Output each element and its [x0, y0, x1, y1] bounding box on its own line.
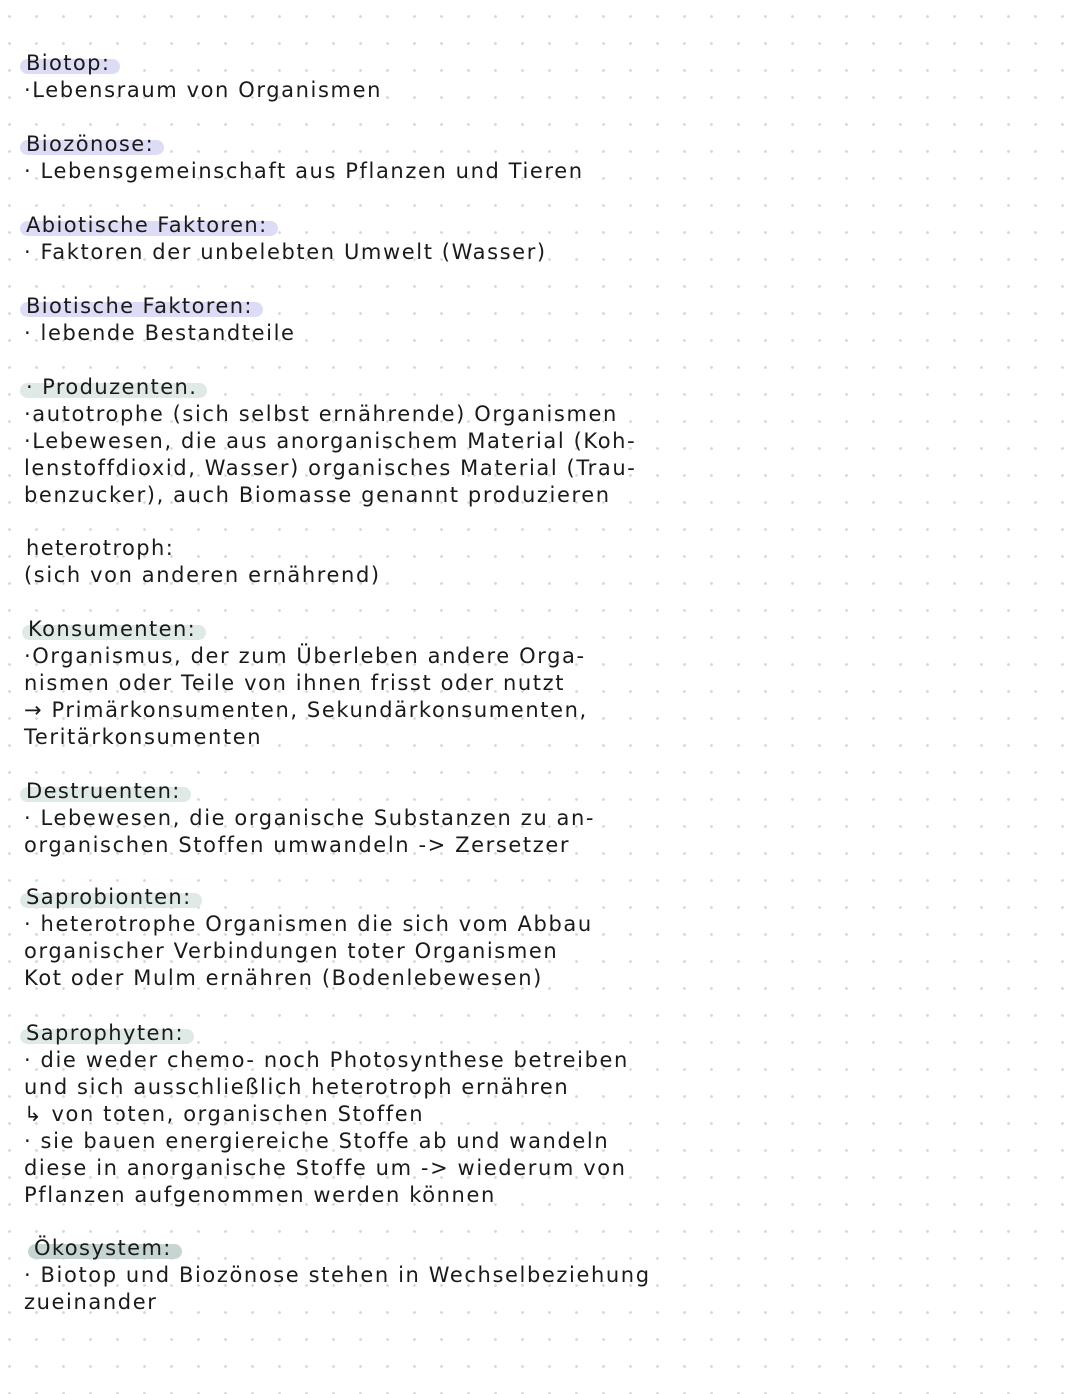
note-line: benzucker), auch Biomasse genannt produzieren: [24, 483, 611, 507]
note-line: Teritärkonsumenten: [24, 725, 263, 749]
section-heading: [32, 1235, 182, 1261]
section-heading-text: Saprophyten:: [26, 1021, 184, 1045]
note-line: · Lebewesen, die organische Substanzen zu an-: [24, 806, 596, 830]
section-heading-text: · Produzenten.: [26, 375, 198, 399]
section-heading-text: Saprobionten:: [26, 885, 192, 909]
note-line: organischer Verbindungen toter Organismen: [24, 939, 559, 963]
section-heading-text: Biozönose:: [26, 132, 155, 156]
note-line: · lebende Bestandteile: [24, 321, 296, 345]
note-line: ·Lebensraum von Organismen: [24, 78, 382, 102]
note-line: diese in anorganische Stoffe um -> wiederum von: [24, 1156, 627, 1180]
section-heading-text: Abiotische Faktoren:: [26, 213, 268, 237]
section-heading: [24, 293, 263, 319]
note-line: ·Organismus, der zum Überleben andere Orga-: [24, 644, 586, 668]
note-line: Pflanzen aufgenommen werden können: [24, 1183, 496, 1207]
note-line: · Lebensgemeinschaft aus Pflanzen und Tieren: [24, 159, 584, 183]
note-line: · Faktoren der unbelebten Umwelt (Wasser): [24, 240, 547, 264]
section-heading: [24, 1020, 194, 1046]
note-line: ·Lebewesen, die aus anorganischem Material (Koh-: [24, 429, 637, 453]
section-heading-text: heterotroph:: [26, 536, 175, 560]
note-line: (sich von anderen ernährend): [24, 563, 381, 587]
note-line: und sich ausschließlich heterotroph ernähren: [24, 1075, 570, 1099]
section-heading-text: Ökosystem:: [34, 1236, 172, 1260]
note-line: · sie bauen energiereiche Stoffe ab und wandeln: [24, 1129, 610, 1153]
note-line: · heterotrophe Organismen die sich vom Abbau: [24, 912, 593, 936]
section-heading: [24, 212, 278, 238]
note-line: · die weder chemo- noch Photosynthese betreiben: [24, 1048, 629, 1072]
note-line: Kot oder Mulm ernähren (Bodenlebewesen): [24, 966, 543, 990]
note-line: nismen oder Teile von ihnen frisst oder nutzt: [24, 671, 566, 695]
note-line: organischen Stoffen umwandeln -> Zersetzer: [24, 833, 571, 857]
section-heading-text: Konsumenten:: [28, 617, 197, 641]
section-heading: [24, 131, 164, 157]
section-heading: [24, 50, 120, 76]
section-heading-text: Destruenten:: [26, 779, 181, 803]
section-heading: [24, 374, 207, 400]
section-heading: [24, 535, 184, 561]
note-line: lenstoffdioxid, Wasser) organisches Material (Trau-: [24, 456, 637, 480]
note-line: ·autotrophe (sich selbst ernährende) Organismen: [24, 402, 618, 426]
note-line: zueinander: [24, 1290, 158, 1314]
note-line: ↳ von toten, organischen Stoffen: [24, 1102, 425, 1126]
section-heading-text: Biotop:: [26, 51, 111, 75]
section-heading: [26, 616, 206, 642]
section-heading: [24, 778, 191, 804]
section-heading: [24, 884, 202, 910]
note-line: · Biotop und Biozönose stehen in Wechselbeziehung: [24, 1263, 651, 1287]
note-line: → Primärkonsumenten, Sekundärkonsumenten,: [24, 698, 588, 722]
section-heading-text: Biotische Faktoren:: [26, 294, 253, 318]
